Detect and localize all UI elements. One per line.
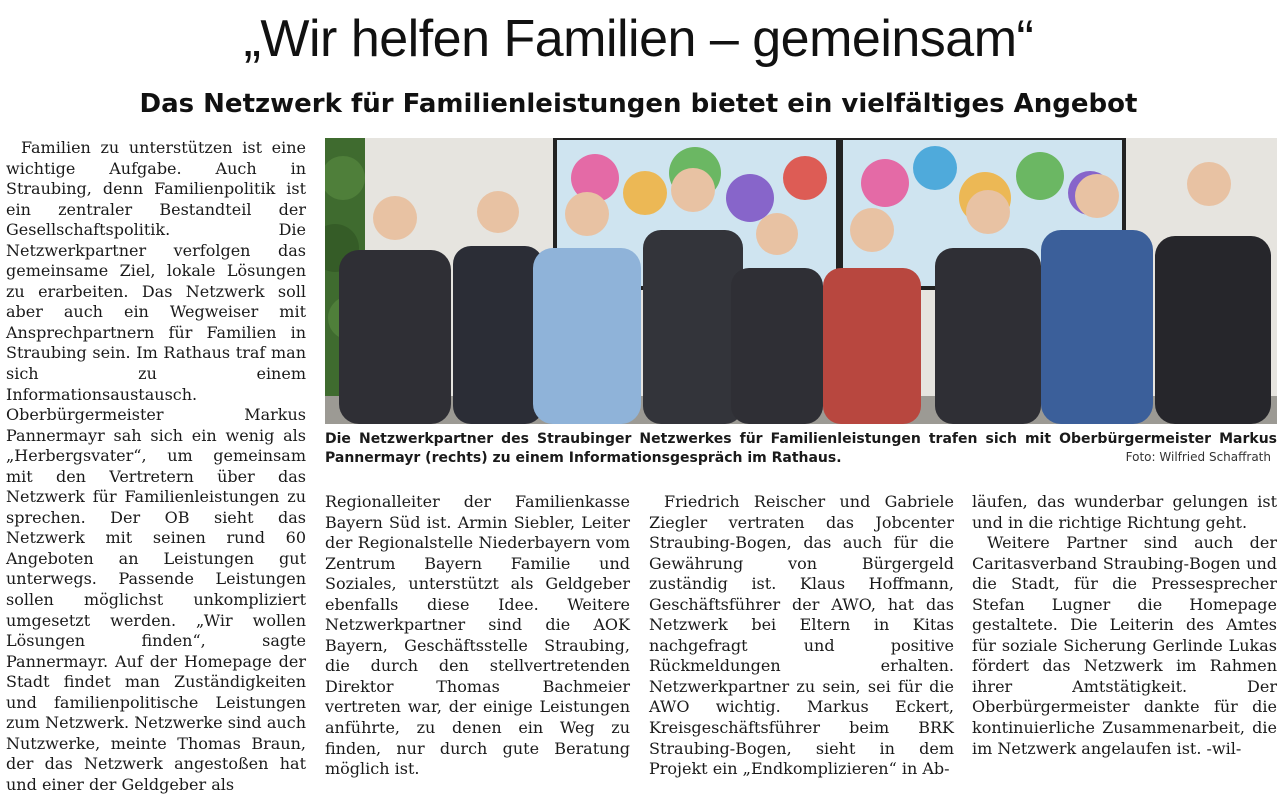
paragraph: Familien zu unterstützen ist eine wichtige Aufgabe. Auch in Straubing, denn Familienpolitik ist ein zentraler Bestandteil der Gesellschaftspolitik. Die Netzwerkpartner verfolgen das gemeinsame Ziel, lokale Lösungen zu erarbeiten. Das Netzwerk soll aber auch ein Wegweiser mit Ansprechpartnern für Familien in Straubing sein. Im Rathaus traf man sich zu einem Informationsaustausch. — [6, 138, 306, 404]
article-column-3 — [649, 492, 954, 780]
article-column-4 — [972, 492, 1277, 759]
article-headline: „Wir helfen Familien – gemeinsam“ — [243, 10, 1034, 68]
article-column-1 — [6, 138, 306, 796]
paragraph: Weitere Partner sind auch der Caritasverband Straubing-Bogen und die Stadt, für die Pressesprecher Stefan Lugner die Homepage gestaltete. Die Leiterin des Amtes für soziale Sicherung Gerlinde Lukas fördert das Netzwerk im Rahmen ihrer Amtstätigkeit. Der Oberbürgermeister dankte für die kontinuierliche Zusammenarbeit, die im Netzwerk angelaufen ist. -wil- — [972, 533, 1277, 758]
article-subheadline: Das Netzwerk für Familienleistungen bietet ein vielfältiges Angebot — [139, 89, 1138, 119]
group-photo-illustration — [325, 138, 1277, 424]
paragraph: Friedrich Reischer und Gabriele Ziegler vertraten das Jobcenter Straubing-Bogen, das auch für die Gewährung von Bürgergeld zuständig ist. Klaus Hoffmann, Geschäftsführer der AWO, hat das Netzwerk bei Eltern in Kitas nachgefragt und positive Rückmeldungen erhalten. Netzwerkpartner zu sein, sei für die AWO wichtig. Markus Eckert, Kreisgeschäftsführer beim BRK Straubing-Bogen, sieht in dem Projekt ein „Endkomplizieren“ in Ab- — [649, 492, 954, 779]
group-photo — [325, 138, 1277, 424]
photo-caption: Die Netzwerkpartner des Straubinger Netzwerkes für Familienleistungen trafen sich mit Oberbürgermeister Markus Pannermayr (rechts) zu einem Informationsgespräch im Rathaus. — [325, 431, 1277, 466]
article-column-2 — [325, 492, 630, 780]
paragraph: Regionalleiter der Familienkasse Bayern Süd ist. Armin Siebler, Leiter der Regionalstelle Niederbayern vom Zentrum Bayern Familie und Soziales, unterstützt als Geldgeber ebenfalls diese Idee. Weitere Netzwerkpartner sind die AOK Bayern, Geschäftsstelle Straubing, die durch den stellvertretenden Direktor Thomas Bachmeier vertreten war, der einige Leistungen anführte, zu denen ein Weg zu finden, nur durch gute Beratung möglich ist. — [325, 492, 630, 779]
photo-credit: Foto: Wilfried Schaffrath — [1125, 450, 1271, 464]
paragraph: Oberbürgermeister Markus Pannermayr sah sich ein wenig als „Herbergsvater“, um gemeinsam mit den Vertretern über das Netzwerk für Familienleistungen zu sprechen. Der OB sieht das Netzwerk mit seinen rund 60 Angeboten an Leistungen gut unterwegs. Passende Leistungen sollen möglichst unkompliziert umgesetzt werden. „Wir wollen Lösungen finden“, sagte Pannermayr. Auf der Homepage der Stadt findet man Zuständigkeiten und familienpolitische Leistungen zum Netzwerk. Netzwerke sind auch Nutzwerke, meinte Thomas Braun, der das Netzwerk angestoßen hat und einer der Geldgeber als — [6, 405, 306, 794]
paragraph: läufen, das wunderbar gelungen ist und in die richtige Richtung geht. — [972, 492, 1277, 532]
